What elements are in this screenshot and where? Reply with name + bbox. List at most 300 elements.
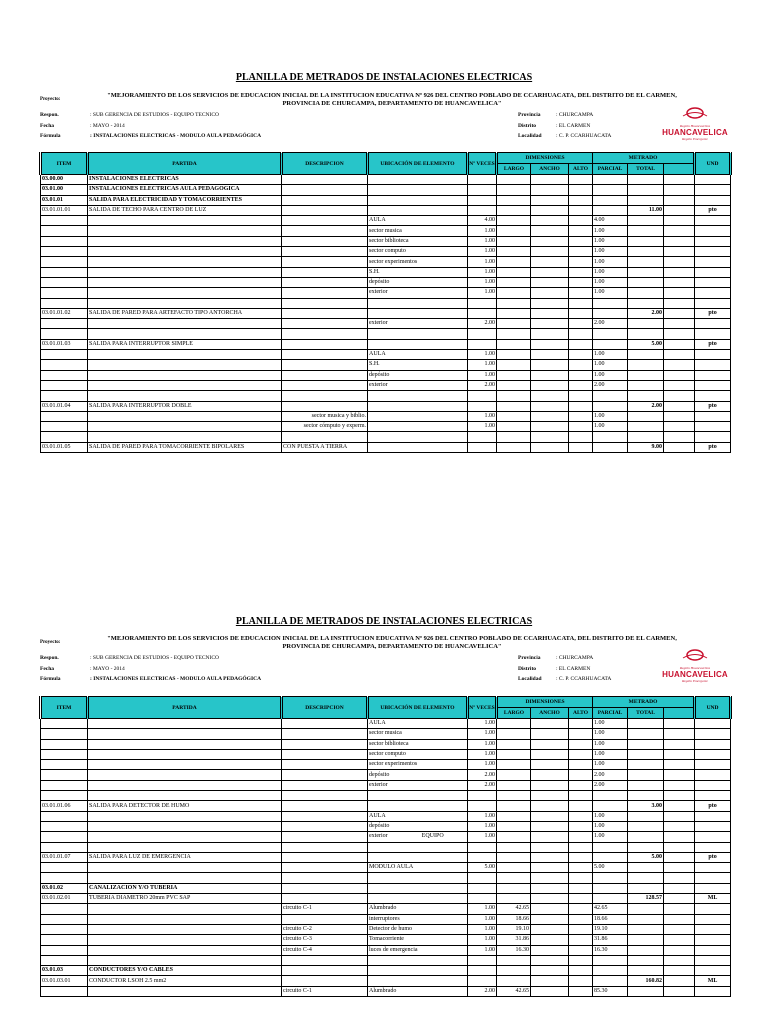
project-label: Proyecto: bbox=[40, 640, 61, 645]
descripcion-cell bbox=[282, 873, 368, 883]
ubicacion-cell: S.H. bbox=[368, 360, 468, 370]
alto-cell bbox=[569, 175, 593, 185]
descripcion-cell bbox=[282, 288, 368, 298]
und-cell: ML bbox=[695, 976, 731, 986]
table-row bbox=[41, 391, 731, 401]
partida-cell bbox=[88, 288, 282, 298]
item-cell bbox=[41, 832, 88, 842]
total-cell bbox=[628, 298, 664, 308]
ancho-cell bbox=[531, 904, 569, 914]
ancho-cell bbox=[531, 195, 569, 205]
spare-cell bbox=[664, 976, 695, 986]
alto-cell bbox=[569, 350, 593, 360]
veces-cell: 1.00 bbox=[468, 411, 497, 421]
ubicacion-cell: MODULO AULA bbox=[368, 863, 468, 873]
table-row bbox=[41, 749, 731, 759]
ancho-cell bbox=[531, 770, 569, 780]
ubicacion-cell: AULA bbox=[368, 811, 468, 821]
item-cell bbox=[41, 935, 88, 945]
parcial-cell bbox=[593, 205, 628, 215]
partida-cell bbox=[88, 821, 282, 831]
und-cell bbox=[695, 760, 731, 770]
und-cell bbox=[695, 780, 731, 790]
ancho-cell bbox=[531, 360, 569, 370]
veces-cell: 1.00 bbox=[468, 739, 497, 749]
veces-cell: 1.00 bbox=[468, 935, 497, 945]
alto-cell bbox=[569, 236, 593, 246]
item-cell: 03.01.01.01 bbox=[41, 205, 88, 215]
descripcion-cell bbox=[282, 350, 368, 360]
ubicacion-cell bbox=[368, 195, 468, 205]
und-cell bbox=[695, 832, 731, 842]
largo-cell bbox=[497, 226, 531, 236]
descripcion-cell: CON PUESTA A TIERRA bbox=[282, 442, 368, 452]
largo-cell: 42.65 bbox=[497, 904, 531, 914]
spare-cell bbox=[664, 442, 695, 452]
veces-cell: 1.00 bbox=[468, 422, 497, 432]
largo-cell bbox=[497, 811, 531, 821]
spare-cell bbox=[664, 350, 695, 360]
und-cell bbox=[695, 945, 731, 955]
parcial-cell bbox=[593, 894, 628, 904]
partida-cell bbox=[88, 873, 282, 883]
partida-cell bbox=[88, 935, 282, 945]
alto-cell bbox=[569, 935, 593, 945]
item-cell bbox=[41, 380, 88, 390]
alto-cell bbox=[569, 329, 593, 339]
descripcion-cell: circuito C-2 bbox=[282, 924, 368, 934]
ubicacion-cell bbox=[368, 205, 468, 215]
total-cell bbox=[628, 791, 664, 801]
descripcion-cell bbox=[282, 966, 368, 976]
veces-cell: 5.00 bbox=[468, 863, 497, 873]
ubicacion-cell bbox=[368, 883, 468, 893]
table-row bbox=[41, 411, 731, 421]
alto-cell bbox=[569, 267, 593, 277]
table-row bbox=[41, 422, 731, 432]
item-cell bbox=[41, 226, 88, 236]
veces-cell bbox=[468, 175, 497, 185]
und-cell bbox=[695, 986, 731, 996]
alto-cell bbox=[569, 986, 593, 996]
partida-cell: CONDUCTORES Y/O CABLES bbox=[88, 966, 282, 976]
largo-cell bbox=[497, 842, 531, 852]
veces-cell: 2.00 bbox=[468, 380, 497, 390]
spare-cell bbox=[664, 945, 695, 955]
alto-cell bbox=[569, 195, 593, 205]
spare-cell bbox=[664, 894, 695, 904]
total-cell bbox=[628, 904, 664, 914]
veces-cell: 1.00 bbox=[468, 760, 497, 770]
und-cell bbox=[695, 770, 731, 780]
item-cell bbox=[41, 719, 88, 729]
descripcion-cell bbox=[282, 780, 368, 790]
largo-cell bbox=[497, 401, 531, 411]
alto-cell bbox=[569, 205, 593, 215]
ancho-cell bbox=[531, 411, 569, 421]
largo-cell bbox=[497, 288, 531, 298]
parcial-cell: 1.00 bbox=[593, 821, 628, 831]
descripcion-cell bbox=[282, 863, 368, 873]
spare-cell bbox=[664, 811, 695, 821]
veces-cell: 2.00 bbox=[468, 780, 497, 790]
largo-cell bbox=[497, 195, 531, 205]
alto-cell bbox=[569, 811, 593, 821]
total-cell bbox=[628, 226, 664, 236]
spare-cell bbox=[664, 760, 695, 770]
largo-cell bbox=[497, 729, 531, 739]
largo-cell bbox=[497, 277, 531, 287]
veces-cell: 1.00 bbox=[468, 236, 497, 246]
parcial-cell bbox=[593, 883, 628, 893]
table-row bbox=[41, 739, 731, 749]
meta-right: Provincia : CHURCAMPA Distrito : EL CARMEN Localidad : C. P. CCARHUACATA bbox=[518, 655, 612, 682]
ancho-cell bbox=[531, 380, 569, 390]
table-row bbox=[41, 904, 731, 914]
descripcion-cell bbox=[282, 185, 368, 195]
total-cell: 9.00 bbox=[628, 442, 664, 452]
ancho-cell bbox=[531, 288, 569, 298]
table-row bbox=[41, 770, 731, 780]
ancho-cell bbox=[531, 205, 569, 215]
largo-cell bbox=[497, 966, 531, 976]
total-cell bbox=[628, 185, 664, 195]
item-cell bbox=[41, 267, 88, 277]
veces-cell bbox=[468, 195, 497, 205]
veces-cell: 1.00 bbox=[468, 226, 497, 236]
spare-cell bbox=[664, 832, 695, 842]
alto-cell bbox=[569, 976, 593, 986]
total-cell bbox=[628, 195, 664, 205]
partida-cell bbox=[88, 863, 282, 873]
total-cell: 128.57 bbox=[628, 894, 664, 904]
descripcion-cell bbox=[282, 852, 368, 862]
veces-cell: 1.00 bbox=[468, 821, 497, 831]
und-cell bbox=[695, 298, 731, 308]
descripcion-cell bbox=[282, 976, 368, 986]
item-cell bbox=[41, 770, 88, 780]
total-cell bbox=[628, 924, 664, 934]
parcial-cell bbox=[593, 955, 628, 965]
largo-cell bbox=[497, 894, 531, 904]
veces-cell: 1.00 bbox=[468, 914, 497, 924]
veces-cell bbox=[468, 391, 497, 401]
item-cell bbox=[41, 749, 88, 759]
item-cell bbox=[41, 216, 88, 226]
largo-cell bbox=[497, 175, 531, 185]
project-description: "MEJORAMIENTO DE LOS SERVICIOS DE EDUCACION INICIAL DE LA INSTITUCION EDUCATIVA Nº 926 DEL CENTRO POBLADO DE CCARHUACATA, DEL DISTRITO DE EL CARMEN, PROVINCIA DE CHURCAMPA, DEPARTAMENTO DE HUANCAVELICA" bbox=[107, 92, 677, 107]
table-row bbox=[41, 185, 731, 195]
item-cell bbox=[41, 873, 88, 883]
veces-cell bbox=[468, 339, 497, 349]
alto-cell bbox=[569, 780, 593, 790]
ancho-cell bbox=[531, 257, 569, 267]
total-cell bbox=[628, 811, 664, 821]
table-row bbox=[41, 966, 731, 976]
descripcion-cell bbox=[282, 195, 368, 205]
und-cell bbox=[695, 749, 731, 759]
descripcion-cell bbox=[282, 401, 368, 411]
ubicacion-cell bbox=[368, 801, 468, 811]
ancho-cell bbox=[531, 955, 569, 965]
largo-cell bbox=[497, 185, 531, 195]
spare-cell bbox=[664, 914, 695, 924]
partida-cell bbox=[88, 945, 282, 955]
total-cell bbox=[628, 175, 664, 185]
und-cell: pto bbox=[695, 801, 731, 811]
partida-cell bbox=[88, 770, 282, 780]
und-cell: pto bbox=[695, 401, 731, 411]
largo-cell bbox=[497, 216, 531, 226]
partida-cell bbox=[88, 780, 282, 790]
item-cell bbox=[41, 945, 88, 955]
largo-cell bbox=[497, 339, 531, 349]
largo-cell bbox=[497, 832, 531, 842]
table-row bbox=[41, 175, 731, 185]
spare-cell bbox=[664, 935, 695, 945]
partida-cell: SALIDA PARA DETECTOR DE HUMO bbox=[88, 801, 282, 811]
partida-cell bbox=[88, 329, 282, 339]
ancho-cell bbox=[531, 832, 569, 842]
item-cell bbox=[41, 236, 88, 246]
descripcion-cell bbox=[282, 298, 368, 308]
total-cell bbox=[628, 277, 664, 287]
parcial-cell: 1.00 bbox=[593, 288, 628, 298]
item-cell bbox=[41, 955, 88, 965]
total-cell bbox=[628, 749, 664, 759]
item-cell: 03.01.02 bbox=[41, 883, 88, 893]
total-cell bbox=[628, 236, 664, 246]
item-cell bbox=[41, 329, 88, 339]
table-row bbox=[41, 216, 731, 226]
total-cell: 5.00 bbox=[628, 852, 664, 862]
ancho-cell bbox=[531, 432, 569, 442]
partida-cell bbox=[88, 924, 282, 934]
largo-cell bbox=[497, 308, 531, 318]
total-cell bbox=[628, 380, 664, 390]
ancho-cell bbox=[531, 945, 569, 955]
und-cell: pto bbox=[695, 339, 731, 349]
descripcion-cell bbox=[282, 832, 368, 842]
spare-cell bbox=[664, 380, 695, 390]
descripcion-cell bbox=[282, 821, 368, 831]
table-row bbox=[41, 780, 731, 790]
huancavelica-logo: Región Huancavelica HUANCAVELICA Región Emergente bbox=[650, 106, 740, 140]
alto-cell bbox=[569, 247, 593, 257]
ubicacion-cell bbox=[368, 411, 468, 421]
total-cell bbox=[628, 966, 664, 976]
descripcion-cell bbox=[282, 760, 368, 770]
spare-cell bbox=[664, 883, 695, 893]
item-cell: 03.01.03 bbox=[41, 966, 88, 976]
table-row bbox=[41, 236, 731, 246]
ancho-cell bbox=[531, 442, 569, 452]
partida-cell bbox=[88, 791, 282, 801]
alto-cell bbox=[569, 216, 593, 226]
partida-cell bbox=[88, 236, 282, 246]
partida-cell bbox=[88, 216, 282, 226]
partida-cell bbox=[88, 842, 282, 852]
ubicacion-cell bbox=[368, 976, 468, 986]
total-cell bbox=[628, 391, 664, 401]
und-cell bbox=[695, 329, 731, 339]
und-cell bbox=[695, 277, 731, 287]
spare-cell bbox=[664, 821, 695, 831]
total-cell bbox=[628, 719, 664, 729]
ubicacion-cell: S.H. bbox=[368, 267, 468, 277]
parcial-cell: 1.00 bbox=[593, 739, 628, 749]
spare-cell bbox=[664, 216, 695, 226]
partida-cell: SALIDA PARA INTERRUPTOR SIMPLE bbox=[88, 339, 282, 349]
veces-cell bbox=[468, 801, 497, 811]
und-cell bbox=[695, 863, 731, 873]
ubicacion-cell: exterior bbox=[368, 288, 468, 298]
table-row bbox=[41, 801, 731, 811]
partida-cell bbox=[88, 729, 282, 739]
alto-cell bbox=[569, 894, 593, 904]
alto-cell bbox=[569, 852, 593, 862]
veces-cell: 1.00 bbox=[468, 749, 497, 759]
partida-cell bbox=[88, 986, 282, 996]
und-cell bbox=[695, 883, 731, 893]
huancavelica-logo: Región Huancavelica HUANCAVELICA Región Emergente bbox=[650, 648, 740, 682]
largo-cell bbox=[497, 205, 531, 215]
table-row bbox=[41, 432, 731, 442]
largo-cell: 16.30 bbox=[497, 945, 531, 955]
spare-cell bbox=[664, 360, 695, 370]
und-cell bbox=[695, 195, 731, 205]
item-cell bbox=[41, 986, 88, 996]
ubicacion-cell bbox=[368, 442, 468, 452]
descripcion-cell bbox=[282, 308, 368, 318]
largo-cell bbox=[497, 257, 531, 267]
ancho-cell bbox=[531, 966, 569, 976]
ubicacion-cell bbox=[368, 873, 468, 883]
item-cell bbox=[41, 791, 88, 801]
item-cell bbox=[41, 360, 88, 370]
descripcion-cell bbox=[282, 339, 368, 349]
partida-cell: SALIDA PARA ELECTRICIDAD Y TOMACORRIENTES bbox=[88, 195, 282, 205]
item-cell bbox=[41, 288, 88, 298]
partida-cell: CANALIZACION Y/O TUBERIA bbox=[88, 883, 282, 893]
descripcion-cell bbox=[282, 216, 368, 226]
spare-cell bbox=[664, 391, 695, 401]
parcial-cell: 1.00 bbox=[593, 749, 628, 759]
largo-cell bbox=[497, 391, 531, 401]
ubicacion-cell: Tomacorriente bbox=[368, 935, 468, 945]
und-cell bbox=[695, 791, 731, 801]
ubicacion-cell: sector computo bbox=[368, 749, 468, 759]
veces-cell: 1.00 bbox=[468, 277, 497, 287]
alto-cell bbox=[569, 432, 593, 442]
ancho-cell bbox=[531, 801, 569, 811]
largo-cell bbox=[497, 976, 531, 986]
spare-cell bbox=[664, 986, 695, 996]
largo-cell bbox=[497, 749, 531, 759]
alto-cell bbox=[569, 226, 593, 236]
ubicacion-cell: depósito bbox=[368, 370, 468, 380]
parcial-cell: 42.65 bbox=[593, 904, 628, 914]
item-cell bbox=[41, 760, 88, 770]
project-label: Proyecto: bbox=[40, 97, 61, 102]
total-cell: 160.82 bbox=[628, 976, 664, 986]
metrados-table: ITEM PARTIDA DESCRIPCION UBICACIÓN DE ELEMENTO Nº VECES DIMENSIONES METRADO UND LARGO ANCHO ALTO PARCIAL TOTAL AULA 1.00 1.00 sector musica 1.00 1.00 sector biblioteca 1.00 1.00 sector computo 1.00 1.00 sector experimentos 1.00 1.00 depósito 2.00 2.00 exterior 2.00 2.00 03.01.01.06 SALIDA PARA DETECTOR DE HUMO 3.00 pto AULA 1.00 1.00 depósito 1.00 1.00 exterior EQUIPO 1.00 1.00 03.01.01.07 SALIDA PARA LUZ DE EMERGENCIA 5.00 pto MODULO AULA 5.00 5.00 03.01.02 CANALIZACION Y/O TUBERIA 03.01.02.01 TUBERIA DIAMETRO 20mm PVC SAP 128.57 ML circuito C-1 Alumbrado 1.00 42.65 42.65 interruptores 1.00 18.66 18.66 circuito C-2 Detector de humo 1.00 19.10 19.10 circuito C-3 Tomacorriente 1.00 31.86 31.86 circuito C-4 luces de emergencia 1.00 16.30 16.30 03.01.03 CONDUCTORES Y/O CABLES 03.01.03.01 CONDUCTOR LSOH 2.5 mm2 160.82 ML circuito C-1 Alumbrado 2.00 42.65 85.30 bbox=[39, 696, 732, 997]
ancho-cell bbox=[531, 370, 569, 380]
veces-cell: 2.00 bbox=[468, 319, 497, 329]
alto-cell bbox=[569, 288, 593, 298]
parcial-cell bbox=[593, 976, 628, 986]
ancho-cell bbox=[531, 924, 569, 934]
ancho-cell bbox=[531, 873, 569, 883]
metrados-table: ITEM PARTIDA DESCRIPCION UBICACIÓN DE ELEMENTO Nº VECES DIMENSIONES METRADO UND LARGO ANCHO ALTO PARCIAL TOTAL 03.00.00 INSTALACIONES ELECTRICAS 03.01.00 INSTALACIONES ELECTRICAS AULA PEDAGOGICA 03.01.01 SALIDA PARA ELECTRICIDAD Y TOMACORRIENTES 03.01.01.01 SALIDA DE TECHO PARA CENTRO DE LUZ 11.00 pto AULA 4.00 4.00 sector musica 1.00 1.00 sector biblioteca 1.00 1.00 sector computo 1.00 1.00 sector experimentos 1.00 1.00 S.H. 1.00 1.00 depósito 1.00 1.00 exterior 1.00 1.00 03.01.01.02 SALIDA DE PARED PARA ARTEFACTO TIPO ANTORCHA 2.00 pto exterior 2.00 2.00 03.01.01.03 SALIDA PARA INTERRUPTOR SIMPLE 5.00 pto AULA 1.00 1.00 S.H. 1.00 1.00 depósito 1.00 1.00 exterior 2.00 2.00 03.01.01.04 SALIDA PARA INTERRUPTOR DOBLE 2.00 pto sector musica y biblio. 1.00 1.00 sector cómputo y experm. 1.00 1.00 03.01.01.05 SALIDA DE PARED PARA TOMACORRIENTE BIPOLARES CON PUESTA A TIERRA 9.00 pto bbox=[39, 152, 732, 453]
alto-cell bbox=[569, 801, 593, 811]
total-cell bbox=[628, 914, 664, 924]
descripcion-cell bbox=[282, 894, 368, 904]
largo-cell bbox=[497, 247, 531, 257]
item-cell: 03.01.03.01 bbox=[41, 976, 88, 986]
alto-cell bbox=[569, 873, 593, 883]
table-row bbox=[41, 350, 731, 360]
spare-cell bbox=[664, 339, 695, 349]
parcial-cell bbox=[593, 801, 628, 811]
ubicacion-cell bbox=[368, 339, 468, 349]
largo-cell bbox=[497, 852, 531, 862]
ancho-cell bbox=[531, 760, 569, 770]
ubicacion-cell: sector computo bbox=[368, 247, 468, 257]
total-cell bbox=[628, 770, 664, 780]
alto-cell bbox=[569, 401, 593, 411]
ancho-cell bbox=[531, 986, 569, 996]
und-cell bbox=[695, 226, 731, 236]
ancho-cell bbox=[531, 914, 569, 924]
partida-cell: INSTALACIONES ELECTRICAS AULA PEDAGOGICA bbox=[88, 185, 282, 195]
alto-cell bbox=[569, 904, 593, 914]
largo-cell bbox=[497, 863, 531, 873]
item-cell bbox=[41, 247, 88, 257]
item-cell bbox=[41, 422, 88, 432]
parcial-cell bbox=[593, 873, 628, 883]
ancho-cell bbox=[531, 247, 569, 257]
descripcion-cell: sector cómputo y experm. bbox=[282, 422, 368, 432]
spare-cell bbox=[664, 432, 695, 442]
meta-right: Provincia : CHURCAMPA Distrito : EL CARMEN Localidad : C. P. CCARHUACATA bbox=[518, 112, 612, 139]
veces-cell: 1.00 bbox=[468, 288, 497, 298]
descripcion-cell bbox=[282, 955, 368, 965]
descripcion-cell bbox=[282, 739, 368, 749]
veces-cell: 1.00 bbox=[468, 247, 497, 257]
descripcion-cell bbox=[282, 770, 368, 780]
und-cell bbox=[695, 739, 731, 749]
table-row bbox=[41, 729, 731, 739]
parcial-cell bbox=[593, 175, 628, 185]
table-row bbox=[41, 277, 731, 287]
item-cell: 03.01.01.03 bbox=[41, 339, 88, 349]
veces-cell bbox=[468, 976, 497, 986]
parcial-cell: 1.00 bbox=[593, 360, 628, 370]
item-cell bbox=[41, 739, 88, 749]
item-cell bbox=[41, 842, 88, 852]
table-row bbox=[41, 945, 731, 955]
alto-cell bbox=[569, 749, 593, 759]
partida-cell: SALIDA PARA INTERRUPTOR DOBLE bbox=[88, 401, 282, 411]
alto-cell bbox=[569, 760, 593, 770]
table-row bbox=[41, 935, 731, 945]
total-cell bbox=[628, 729, 664, 739]
parcial-cell bbox=[593, 852, 628, 862]
item-cell: 03.01.01.05 bbox=[41, 442, 88, 452]
largo-cell bbox=[497, 432, 531, 442]
ubicacion-cell bbox=[368, 308, 468, 318]
